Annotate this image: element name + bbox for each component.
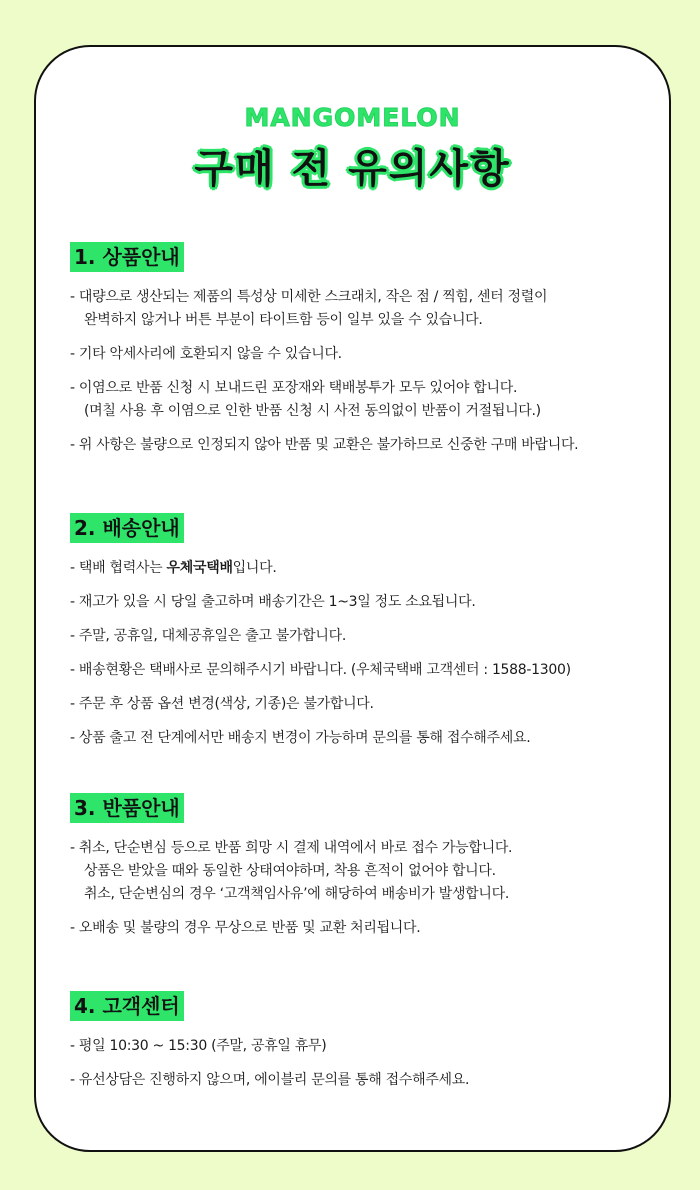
section-heading: 4. 고객센터 bbox=[70, 991, 184, 1021]
list-item-line bbox=[70, 557, 650, 580]
list-item-line: - 배송현황은 택배사로 문의해주시기 바랍니다. (우체국택배 고객센터 : 1588-1300) bbox=[70, 662, 571, 678]
list-item-text: - 택배 협력사는 bbox=[70, 560, 167, 576]
list-item-line: - 유선상담은 진행하지 않으며, 에이블리 문의를 통해 접수해주세요. bbox=[70, 1072, 470, 1088]
section-heading: 2. 배송안내 bbox=[70, 513, 184, 543]
list-item-line: - 평일 10:30 ~ 15:30 (주말, 공휴일 휴무) bbox=[70, 1038, 327, 1054]
list-item-line: - 오배송 및 불량의 경우 무상으로 반품 및 교환 처리됩니다. bbox=[70, 920, 421, 936]
page-title: 구매 전 유의사항 bbox=[194, 146, 511, 192]
courier-name: 우체국택배 bbox=[166, 560, 233, 576]
list-item bbox=[70, 837, 650, 906]
list-item bbox=[70, 727, 650, 750]
section-return-info bbox=[70, 793, 650, 951]
list-item-text: 입니다. bbox=[232, 560, 277, 576]
list-item bbox=[70, 286, 650, 332]
list-item-line: - 주말, 공휴일, 대체공휴일은 출고 불가합니다. bbox=[70, 628, 346, 644]
section-heading: 3. 반품안내 bbox=[70, 793, 184, 823]
list-item-line: 완벽하지 않거나 버튼 부분이 타이트함 등이 일부 있을 수 있습니다. bbox=[84, 312, 483, 328]
list-item bbox=[70, 377, 650, 423]
list-item bbox=[70, 1035, 650, 1058]
list-item bbox=[70, 917, 650, 940]
list-item bbox=[70, 591, 650, 614]
list-item-line: 상품은 받았을 때와 동일한 상태여야하며, 착용 흔적이 없어야 합니다. bbox=[84, 863, 496, 879]
list-item bbox=[70, 557, 650, 580]
list-item bbox=[70, 343, 650, 366]
section-heading: 1. 상품안내 bbox=[70, 242, 184, 272]
list-item bbox=[70, 1069, 650, 1092]
list-item bbox=[70, 659, 650, 682]
list-item bbox=[70, 693, 650, 716]
list-item-line: - 대량으로 생산되는 제품의 특성상 미세한 스크래치, 작은 점 / 찍힘, 센터 정렬이 bbox=[70, 289, 548, 305]
list-item-line: (며칠 사용 후 이염으로 인한 반품 신청 시 사전 동의없이 반품이 거절됩니다.) bbox=[84, 403, 541, 419]
list-item-line: - 상품 출고 전 단계에서만 배송지 변경이 가능하며 문의를 통해 접수해주세요. bbox=[70, 730, 531, 746]
list-item-line: - 취소, 단순변심 등으로 반품 희망 시 결제 내역에서 바로 접수 가능합니다. bbox=[70, 840, 513, 856]
list-item-line: - 재고가 있을 시 당일 출고하며 배송기간은 1~3일 정도 소요됩니다. bbox=[70, 594, 476, 610]
section-customer-center bbox=[70, 991, 650, 1103]
list-item-line: - 위 사항은 불량으로 인정되지 않아 반품 및 교환은 불가하므로 신중한 구매 바랍니다. bbox=[70, 437, 579, 453]
list-item-line: - 기타 악세사리에 호환되지 않을 수 있습니다. bbox=[70, 346, 342, 362]
notice-card bbox=[34, 45, 671, 1152]
list-item-line: 취소, 단순변심의 경우 ‘고객책임사유’에 해당하여 배송비가 발생합니다. bbox=[84, 886, 509, 902]
list-item-line: - 이염으로 반품 신청 시 보내드린 포장재와 택배봉투가 모두 있어야 합니다. bbox=[70, 380, 518, 396]
list-item-line: - 주문 후 상품 옵션 변경(색상, 기종)은 불가합니다. bbox=[70, 696, 374, 712]
brand-logo: MANGOMELON bbox=[244, 103, 461, 132]
list-item bbox=[70, 625, 650, 648]
section-delivery-info bbox=[70, 513, 650, 761]
section-product-info bbox=[70, 242, 650, 468]
list-item bbox=[70, 434, 650, 457]
